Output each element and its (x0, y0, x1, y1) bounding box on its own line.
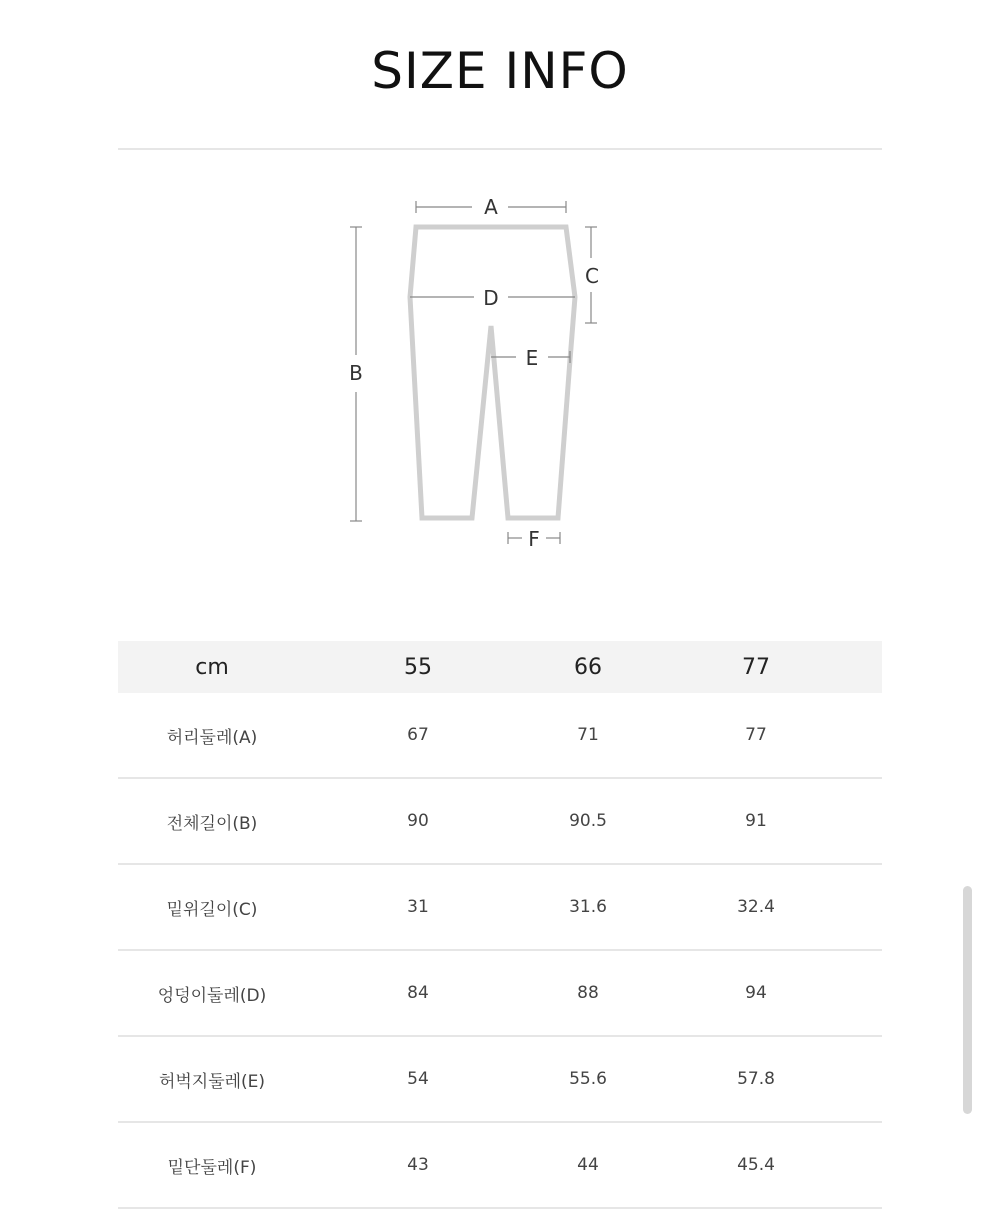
page-title: SIZE INFO (371, 42, 629, 100)
label-f: F (528, 527, 540, 551)
cell-value: 57.8 (737, 1069, 775, 1089)
scrollbar[interactable] (963, 886, 972, 1114)
row-label: 엉덩이둘레(D) (157, 985, 267, 1006)
table-row (118, 1037, 882, 1123)
table-row (118, 693, 882, 779)
table-row (118, 951, 882, 1037)
row-label: 전체길이(B) (166, 813, 258, 834)
cell-value: 71 (577, 725, 599, 745)
pants-size-diagram (0, 0, 1000, 600)
table-row (118, 1123, 882, 1209)
cell-value: 91 (745, 811, 767, 831)
cell-value: 84 (407, 983, 429, 1003)
label-a: A (484, 195, 498, 219)
cell-value: 43 (407, 1155, 429, 1175)
row-label: 허벅지둘레(E) (158, 1071, 266, 1092)
label-b: B (349, 361, 363, 385)
cell-value: 54 (407, 1069, 429, 1089)
cell-value: 32.4 (737, 897, 775, 917)
label-d: D (483, 286, 499, 310)
cell-value: 31 (407, 897, 429, 917)
table-row (118, 779, 882, 865)
header-size-55: 55 (404, 654, 432, 680)
header-size-77: 77 (742, 654, 770, 680)
cell-value: 55.6 (569, 1069, 607, 1089)
cell-value: 90 (407, 811, 429, 831)
table-header (118, 641, 882, 693)
table-row (118, 865, 882, 951)
header-unit: cm (195, 654, 229, 680)
pants-outline (410, 227, 575, 518)
row-label: 허리둘레(A) (166, 727, 258, 748)
header-size-66: 66 (574, 654, 602, 680)
label-c: C (585, 264, 599, 288)
row-label: 밑단둘레(F) (167, 1157, 257, 1178)
cell-value: 90.5 (569, 811, 607, 831)
cell-value: 94 (745, 983, 767, 1003)
cell-value: 45.4 (737, 1155, 775, 1175)
cell-value: 31.6 (569, 897, 607, 917)
row-label: 밑위길이(C) (166, 899, 258, 920)
cell-value: 67 (407, 725, 429, 745)
cell-value: 44 (577, 1155, 599, 1175)
label-e: E (525, 346, 539, 370)
cell-value: 77 (745, 725, 767, 745)
cell-value: 88 (577, 983, 599, 1003)
size-table (118, 641, 882, 1209)
